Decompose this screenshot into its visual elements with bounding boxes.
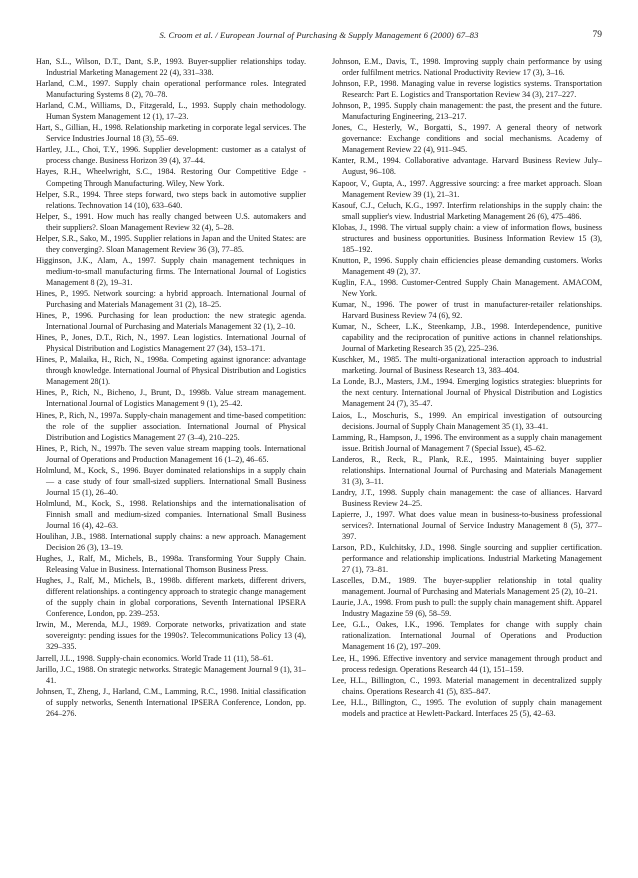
reference-entry: Hartley, J.L., Choi, T.Y., 1996. Supplier development: customer as a catalyst of process change. Business Horizon 39 (4), 37–44. <box>36 145 306 166</box>
reference-entry: Hughes, J., Ralf, M., Michels, B., 1998b. different markets, different drivers, different relationships. a contingency approach to strategic change management of the supply chain in global corporations, Seventh International IPSERA Conference, London, pp. 239–253. <box>36 576 306 619</box>
reference-entry: Lamming, R., Hampson, J., 1996. The environment as a supply chain management issue. British Journal of Management 7 (Special Issue), 45–62. <box>332 432 602 453</box>
reference-entry: Johnsen, T., Zheng, J., Harland, C.M., Lamming, R.C., 1998. Initial classification of supply networks, Senenth International IPSERA Conference, London, pp. 264–276. <box>36 686 306 718</box>
references-right-column <box>332 56 602 719</box>
reference-entry: Hines, P., Rich, N., 1997b. The seven value stream mapping tools. International Journal of Operations and Production Management 16 (1–2), 46–65. <box>36 443 306 464</box>
reference-entry: Hines, P., Rich, N., Bicheno, J., Brunt, D., 1998b. Value stream management. International Journal of Logistics Management 9 (1), 25–42. <box>36 388 306 409</box>
reference-entry: Higginson, J.K., Alam, A., 1997. Supply chain management techniques in medium-to-small manufacturing firms. The International Journal of Logistics Management 8 (2), 19–31. <box>36 255 306 287</box>
reference-entry: Hughes, J., Ralf, M., Michels, B., 1998a. Transforming Your Supply Chain. Releasing Value in Business. International Thomson Business Press. <box>36 554 306 575</box>
reference-entry: Hines, P., 1996. Purchasing for lean production: the new strategic agenda. International Journal of Purchasing and Materials Management 32 (1), 2–10. <box>36 311 306 332</box>
reference-entry: Lee, H.L., Billington, C., 1995. The evolution of supply chain management models and practice at Hewlett-Packard. Interfaces 25 (5), 42–63. <box>332 697 602 718</box>
reference-entry: Landry, J.T., 1998. Supply chain management: the case of alliances. Harvard Business Review 24–25. <box>332 487 602 508</box>
reference-entry: Kapoor, V., Gupta, A., 1997. Aggressive sourcing: a free market approach. Sloan Management Review 39 (1), 21–31. <box>332 178 602 199</box>
reference-entry: Klobas, J., 1998. The virtual supply chain: a view of information flows, business structures and business opportunities. Business Information Review 15 (3), 185–192. <box>332 222 602 254</box>
reference-entry: Houlihan, J.B., 1988. International supply chains: a new approach. Management Decision 26 (3), 13–19. <box>36 532 306 553</box>
reference-entry: Han, S.L., Wilson, D.T., Dant, S.P., 1993. Buyer-supplier relationships today. Industrial Marketing Management 22 (4), 331–338. <box>36 57 306 78</box>
page-number: 79 <box>592 30 602 40</box>
reference-entry: Jarrell, J.L., 1998. Supply-chain economics. World Trade 11 (11), 58–61. <box>36 653 274 663</box>
reference-entry: Lee, H., 1996. Effective inventory and service management through product and process redesign. Operations Research 44 (1), 151–159. <box>332 653 602 674</box>
reference-entry: Jarillo, J.C., 1988. On strategic networks. Strategic Management Journal 9 (1), 31–41. <box>36 664 306 685</box>
reference-entry: Hart, S., Gillian, H., 1998. Relationship marketing in corporate legal services. The Service Industries Journal 18 (3), 55–69. <box>36 123 306 144</box>
reference-entry: Kasouf, C.J., Celuch, K.G., 1997. Interfirm relationships in the supply chain: the small supplier's view. Industrial Marketing Management 26 (6), 475–486. <box>332 200 602 221</box>
reference-entry: Larson, P.D., Kulchitsky, J.D., 1998. Single sourcing and supplier certification. performance and relationship implications. Industrial Marketing Management 27 (1), 73–81. <box>332 543 602 575</box>
reference-entry: La Londe, B.J., Masters, J.M., 1994. Emerging logistics strategies: blueprints for the next century. International Journal of Physical Distribution and Logistics Management 24 (7), 35–47. <box>332 377 602 409</box>
running-header <box>36 30 602 44</box>
reference-entry: Hines, P., 1995. Network sourcing: a hybrid approach. International Journal of Purchasing and Materials Management 31 (2), 18–25. <box>36 288 306 310</box>
reference-entry: Jones, C., Hesterly, W., Borgatti, S., 1997. A general theory of network governance: Exchange conditions and social mechanisms. Academy of Management Review 22 (4), 911–945. <box>332 123 602 155</box>
reference-entry: Helper, S.R., Sako, M., 1995. Supplier relations in Japan and the United States: are they converging?. Sloan Management Review 36 (3), 77–85. <box>36 233 306 254</box>
reference-entry: Kumar, N., 1996. The power of trust in manufacturer-retailer relationships. Harvard Business Review 74 (6), 92. <box>332 300 602 321</box>
reference-entry: Holmlund, M., Kock, S., 1998. Relationships and the internationalisation of Finnish small and medium-sized companies. International Small Business Journal 16 (4), 42–63. <box>36 498 306 530</box>
reference-entry: Lee, G.L., Oakes, I.K., 1996. Templates for change with supply chain rationalization. International Journal of Operations and Production Management 16 (2), 197–209. <box>332 620 602 652</box>
references-left-column <box>36 56 306 719</box>
reference-entry: Helper, S., 1991. How much has really changed between U.S. automakers and their suppliers?. Sloan Management Review 32 (4), 5–28. <box>36 211 306 232</box>
reference-entry: Lee, H.L., Billington, C., 1993. Material management in decentralized supply chains. Operations Research 41 (5), 835–847. <box>332 675 602 696</box>
reference-entry: Hines, P., Jones, D.T., Rich, N., 1997. Lean logistics. International Journal of Physical Distribution and Logistics Management 27 (34), 153–171. <box>36 333 306 354</box>
reference-entry: Johnson, F.P., 1998. Managing value in reverse logistics systems. Transportation Research: Part E. Logistics and Transportation Review 34 (3), 217–227. <box>332 79 602 100</box>
reference-entry: Irwin, M., Merenda, M.J., 1989. Corporate networks, privatization and state sovereignty: pending issues for the 1990s?. Telecommunications Policy 13 (4), 329–335. <box>36 620 306 652</box>
reference-entry: Kanter, R.M., 1994. Collaborative advantage. Harvard Business Review July–August, 96–108. <box>332 156 602 177</box>
reference-entry: Harland, C.M., Williams, D., Fitzgerald, L., 1993. Supply chain methodology. Human System Management 12 (1), 17–23. <box>36 101 306 122</box>
reference-entry: Harland, C.M., 1997. Supply chain operational performance roles. Integrated Manufacturing Systems 8 (2), 70–78. <box>36 79 306 100</box>
reference-entry: Laurie, J.A., 1998. From push to pull: the supply chain management shift. Apparel Industry Magazine 59 (6), 58–59. <box>332 598 602 619</box>
reference-entry: Knutton, P., 1996. Supply chain efficiencies please demanding customers. Works Management 49 (2), 37. <box>332 255 602 276</box>
reference-entry: Lascelles, D.M., 1989. The buyer-supplier relationship in total quality management. Journal of Purchasing and Materials Management 25 (2), 10–21. <box>332 576 602 597</box>
reference-entry: Holmlund, M., Kock, S., 1996. Buyer dominated relationships in a supply chain — a case study of four small-sized suppliers. International Small Business Journal 15 (1), 26–40. <box>36 465 306 497</box>
reference-entry: Lapierre, J., 1997. What does value mean in business-to-business professional services?. International Journal of Service Industry Management 8 (5), 377–397. <box>332 509 602 542</box>
reference-entry: Johnson, E.M., Davis, T., 1998. Improving supply chain performance by using order fulfilment metrics. National Productivity Review 17 (3), 3–16. <box>332 57 602 78</box>
reference-entry: Hines, P., Malaika, H., Rich, N., 1998a. Competing against ignorance: advantage through knowledge. International Journal of Physical Distribution and Logistics Management 28(1). <box>36 355 306 387</box>
reference-entry: Kuschker, M., 1985. The multi-organizational interaction approach to industrial marketing. Journal of Business Research 13, 383–404. <box>332 355 602 376</box>
reference-entry: Helper, S.R., 1994. Three steps forward, two steps back in automotive supplier relations. Technovation 14 (10), 633–640. <box>36 189 306 210</box>
running-head: S. Croom et al. / European Journal of Purchasing & Supply Management 6 (2000) 67–83 <box>159 30 479 40</box>
reference-entry: Hayes, R.H., Wheelwright, S.C., 1984. Restoring Our Competitive Edge - Competing Through Manufacturing. Wiley, New York. <box>36 167 306 188</box>
reference-entry: Landeros, R., Reck, R., Plank, R.E., 1995. Maintaining buyer supplier relationships. International Journal of Purchasing and Materials Management 31 (3), 3–11. <box>332 454 602 486</box>
reference-entry: Kumar, N., Scheer, L.K., Steenkamp, J.B., 1998. Interdependence, punitive capability and the reciprocation of punitive actions in channel relationships. Journal of Marketing Research 35 (2), 225–236. <box>332 322 602 354</box>
reference-entry: Hines, P., Rich, N., 1997a. Supply-chain management and time-based competition: the role of the supplier association. International Journal of Physical Distribution and Logistics Management 27 (3–4), 210–225. <box>36 410 306 442</box>
reference-entry: Johnson, P., 1995. Supply chain management: the past, the present and the future. Manufacturing Engineering, 213–217. <box>332 101 602 122</box>
reference-entry: Kuglin, F.A., 1998. Customer-Centred Supply Chain Management. AMACOM, New York. <box>332 277 602 298</box>
reference-entry: Laios, L., Moschuris, S., 1999. An empirical investigation of outsourcing decisions. Journal of Supply Chain Management 35 (1), 33–41. <box>332 410 602 431</box>
